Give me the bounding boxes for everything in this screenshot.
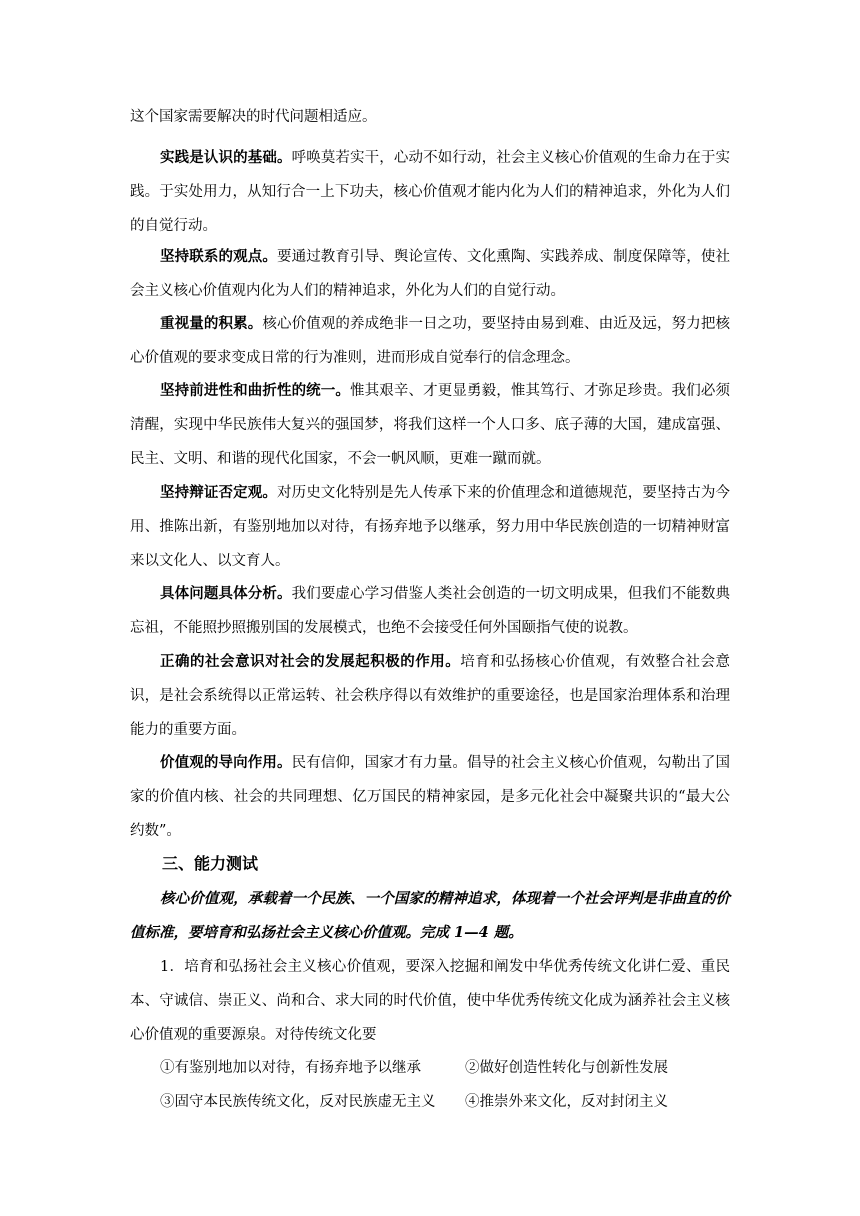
paragraph-text: 核心价值观的养成绝非一日之功，要坚持由易到难、由近及远，努力把核心价值观的要求变成日常的行为准则，进而形成自觉奉行的信念理念。	[130, 316, 731, 366]
question-1-options-row-1	[160, 1051, 740, 1085]
paragraph-quantity	[130, 307, 730, 375]
paragraph-lead: 价值观的导向作用。	[160, 755, 292, 771]
paragraph-progress	[130, 374, 730, 476]
paragraph-text: 我们要虚心学习借鉴人类社会创造的一切文明成果，但我们不能数典忘祖，不能照抄照搬别国的发展模式，也绝不会接受任何外国颐指气使的说教。	[130, 586, 731, 636]
paragraph-negation	[130, 476, 730, 578]
paragraph-text: 这个国家需要解决的时代问题相适应。	[130, 109, 377, 125]
paragraph-text: 呼唤莫若实干，心动不如行动，社会主义核心价值观的生命力在于实践。于实处用力，从知行合一上下功夫，核心价值观才能内化为人们的精神追求，外化为人们的自觉行动。	[130, 150, 731, 234]
paragraph-specific-analysis	[130, 577, 730, 645]
paragraph-social-consciousness	[130, 645, 730, 747]
paragraph-lead: 坚持联系的观点。	[160, 249, 277, 265]
paragraph-continuation	[130, 100, 730, 134]
question-1-stem: 1．培育和弘扬社会主义核心价值观，要深入挖掘和阐发中华优秀传统文化讲仁爱、重民本、守诚信、崇正义、尚和合、求大同的时代价值，使中华优秀传统文化成为涵养社会主义核心价值观的重要源泉。对待传统文化要	[130, 959, 730, 1043]
paragraph-values-guidance	[130, 746, 730, 848]
paragraph-text: 民有信仰，国家才有力量。倡导的社会主义核心价值观，勾勒出了国家的价值内核、社会的共同理想、亿万国民的精神家园，是多元化社会中凝聚共识的“最大公约数”。	[130, 755, 731, 839]
paragraph-lead: 实践是认识的基础。	[160, 150, 292, 166]
paragraph-lead: 坚持前进性和曲折性的统一。	[160, 383, 351, 399]
section-heading: 三、能力测试	[162, 854, 259, 873]
paragraph-text: 惟其艰辛、才更显勇毅，惟其笃行、才弥足珍贵。我们必须清醒，实现中华民族伟大复兴的强国梦，将我们这样一个人口多、底子薄的大国，建成富强、民主、文明、和谐的现代化国家，不会一帆风顺，更难一蹴而就。	[130, 383, 731, 467]
paragraph-practice	[130, 141, 730, 243]
option-4: ④推崇外来文化，反对封闭主义	[465, 1094, 668, 1110]
option-1: ①有鉴别地加以对待，有扬弃地予以继承	[160, 1060, 421, 1076]
paragraph-text: 对历史文化特别是先人传承下来的价值理念和道德规范，要坚持古为今用、推陈出新，有鉴别地加以对待，有扬弃地予以继承，努力用中华民族创造的一切精神财富来以文化人、以文育人。	[130, 485, 731, 569]
paragraph-lead: 正确的社会意识对社会的发展起积极的作用。	[160, 654, 461, 670]
option-3: ③固守本民族传统文化，反对民族虚无主义	[160, 1094, 436, 1110]
paragraph-lead: 重视量的积累。	[160, 316, 263, 332]
paragraph-lead: 具体问题具体分析。	[160, 586, 292, 602]
paragraph-lead: 坚持辩证否定观。	[160, 485, 277, 501]
question-intro: 核心价值观，承载着一个民族、一个国家的精神追求，体现着一个社会评判是非曲直的价值标准，要培育和弘扬社会主义核心价值观。完成 1—4 题。	[130, 890, 730, 941]
option-2: ②做好创造性转化与创新性发展	[465, 1060, 668, 1076]
question-1-options-row-2	[160, 1085, 740, 1119]
paragraph-connection	[130, 240, 730, 308]
paragraph-text: 要通过教育引导、舆论宣传、文化熏陶、实践养成、制度保障等，使社会主义核心价值观内化为人们的精神追求，外化为人们的自觉行动。	[130, 249, 731, 299]
paragraph-text: 培育和弘扬核心价值观，有效整合社会意识，是社会系统得以正常运转、社会秩序得以有效维护的重要途径，也是国家治理体系和治理能力的重要方面。	[130, 654, 731, 738]
